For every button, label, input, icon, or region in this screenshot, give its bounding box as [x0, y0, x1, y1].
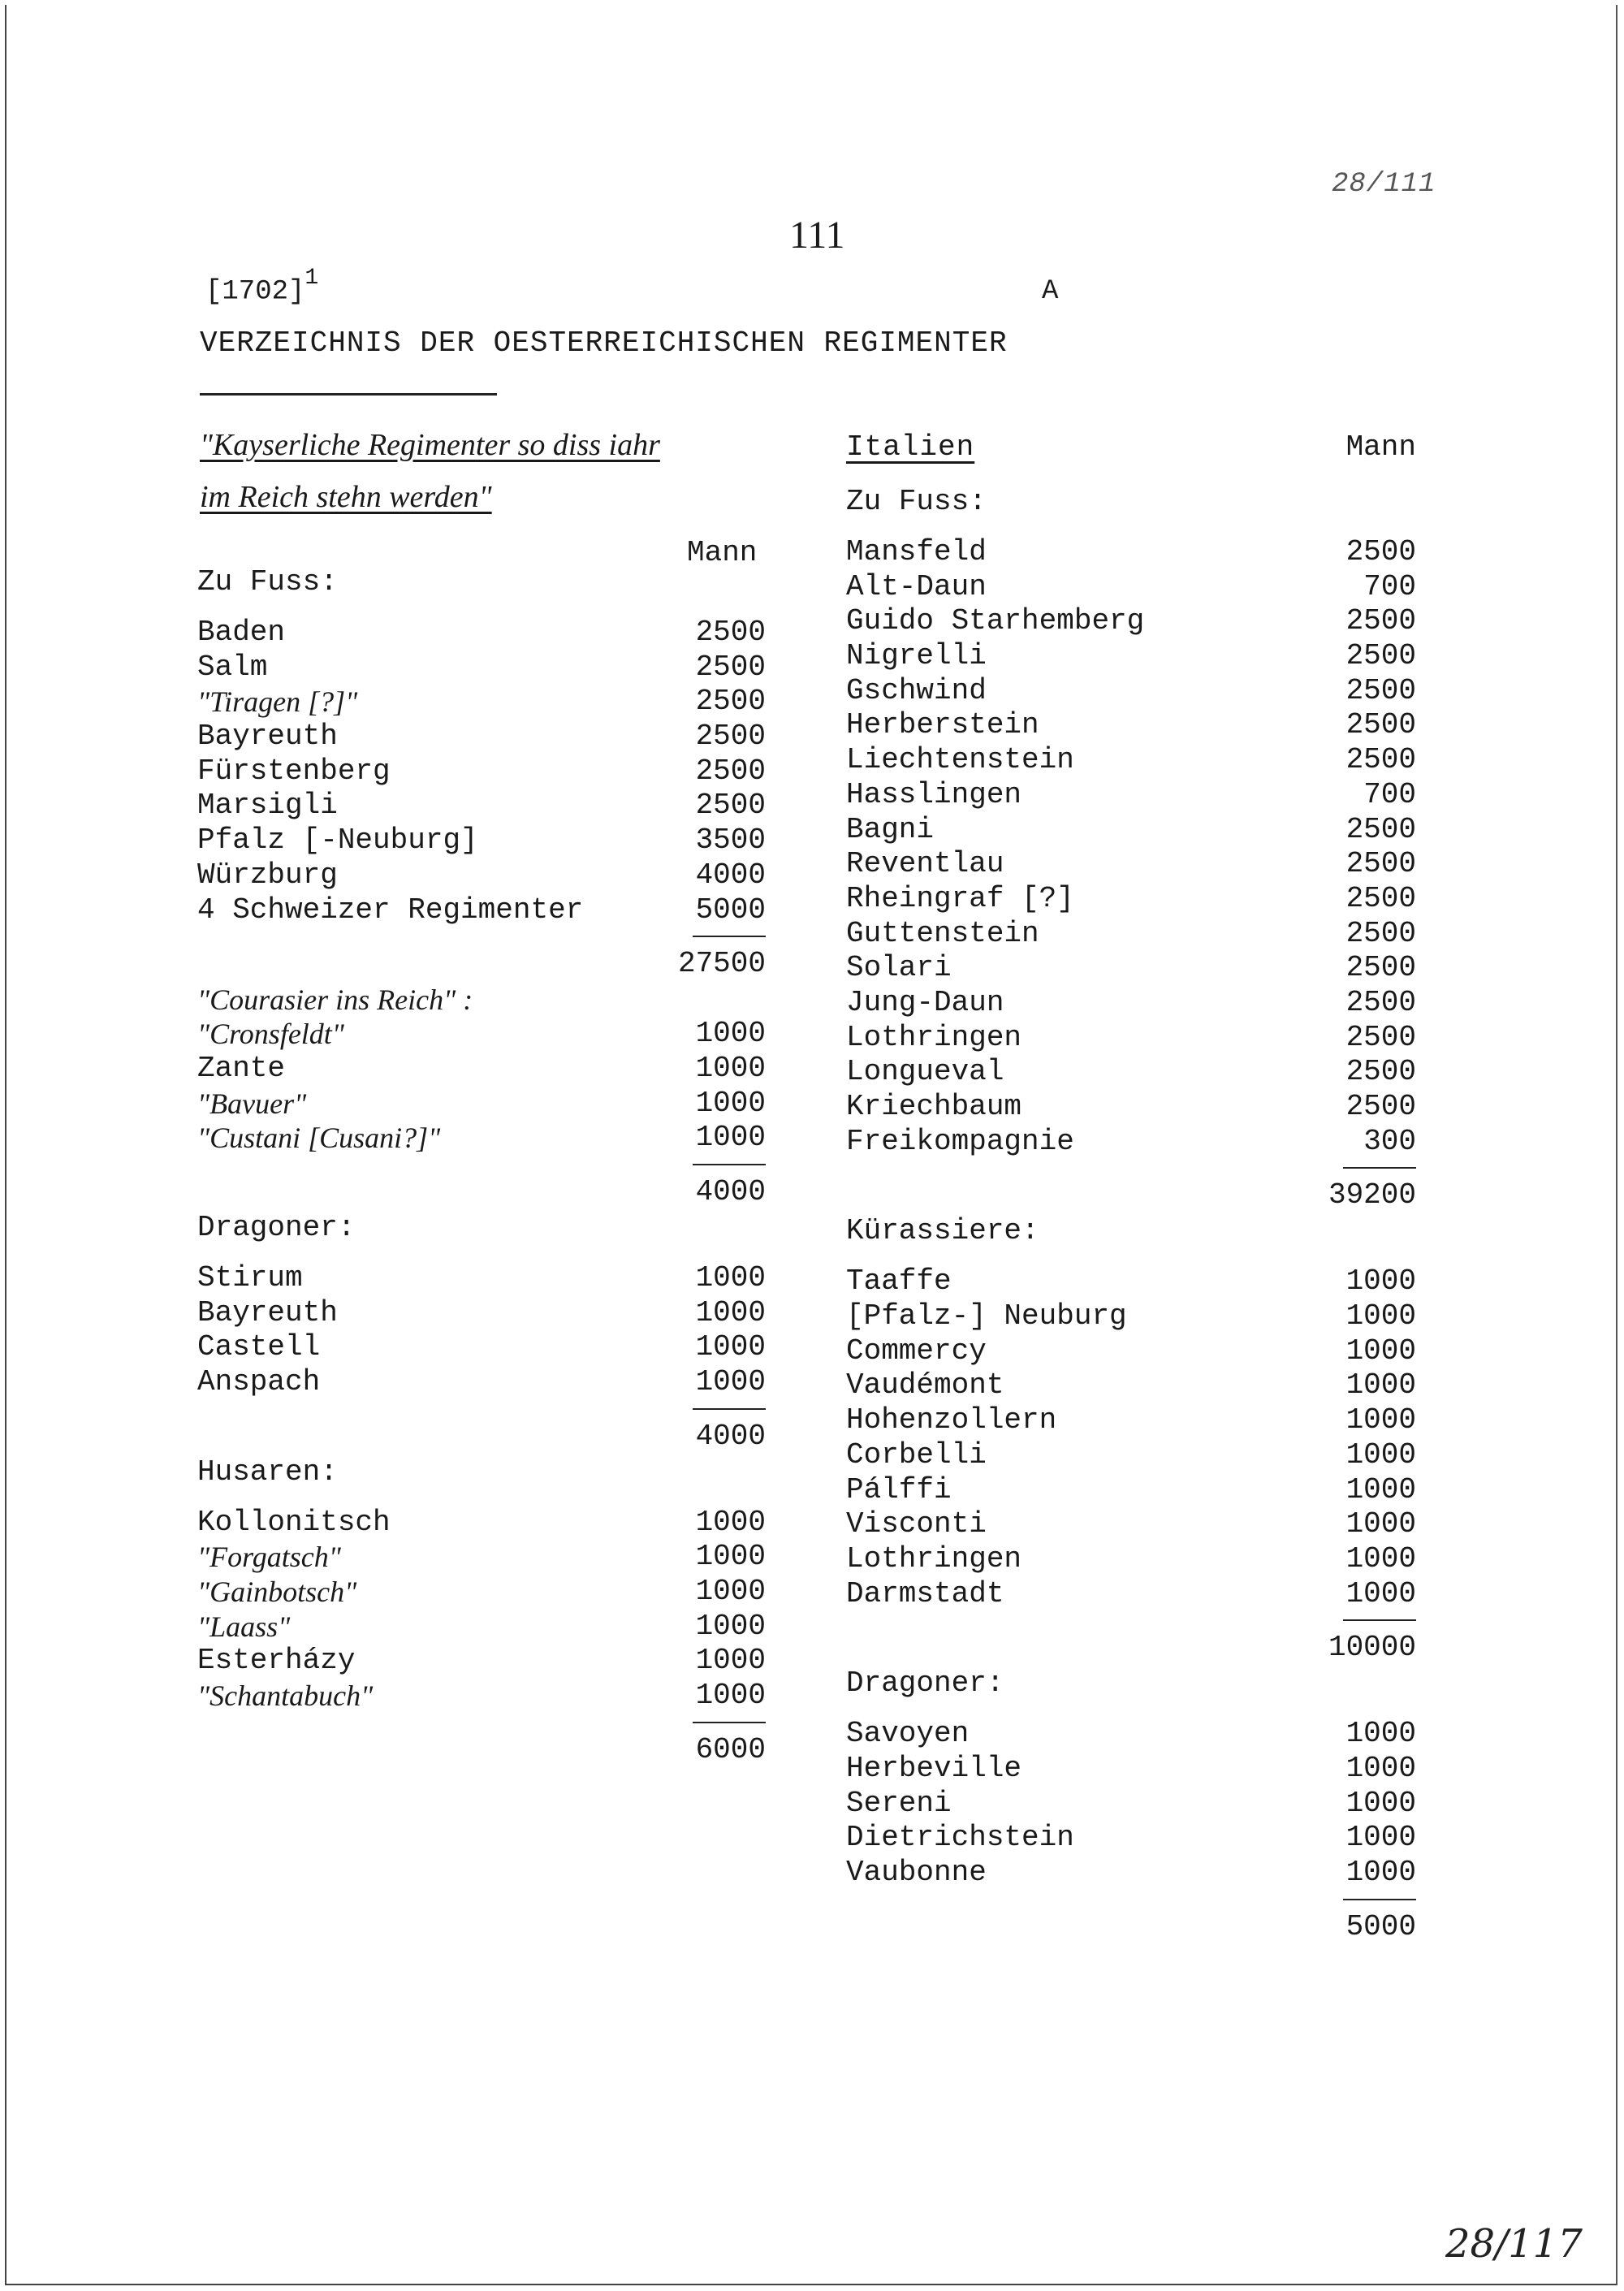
left-courasier-row	[197, 1121, 766, 1156]
regiment-strength: 1000	[695, 1644, 766, 1678]
right-zu-fuss-total: 39200	[1328, 1178, 1416, 1213]
handwritten-folio: 28/117	[1445, 2221, 1583, 2267]
left-husaren-row	[197, 1679, 766, 1714]
regiment-strength: 2500	[1345, 847, 1416, 881]
folio-number: 28/111	[1332, 169, 1436, 200]
regiment-strength: 1000	[1345, 1856, 1416, 1889]
left-zu-fuss-row	[197, 754, 766, 789]
right-kuerassiere-row	[846, 1507, 1416, 1542]
regiment-name: Lothringen	[846, 1541, 1022, 1576]
left-zu-fuss-list	[197, 616, 766, 927]
regiment-strength: 1000	[1345, 1403, 1416, 1437]
regiment-strength: 1000	[1345, 1472, 1416, 1506]
regiment-strength: 2500	[1345, 812, 1416, 846]
regiment-name: "Cronsfeldt"	[197, 1018, 344, 1051]
regiment-strength: 1000	[695, 1330, 766, 1364]
right-kuerassiere-heading: Kürassiere:	[846, 1214, 1039, 1248]
regiment-name: Salm	[197, 650, 268, 684]
regiment-strength: 1000	[1345, 1507, 1416, 1541]
left-husaren-list	[197, 1506, 766, 1714]
left-zu-fuss-row	[197, 651, 766, 685]
right-zu-fuss-row	[846, 778, 1416, 813]
regiment-name: Nigrelli	[846, 639, 987, 673]
regiment-strength: 1000	[1345, 1299, 1416, 1334]
regiment-name: Bayreuth	[197, 1295, 338, 1329]
right-zu-fuss-row	[846, 882, 1416, 917]
regiment-strength: 1000	[695, 1295, 766, 1329]
regiment-name: Freikompagnie	[846, 1124, 1074, 1158]
regiment-strength: 1000	[1345, 1368, 1416, 1403]
regiment-strength: 2500	[1345, 639, 1416, 673]
regiment-name: "Bavuer"	[197, 1087, 307, 1120]
regiment-name: Solari	[846, 951, 952, 985]
regiment-name: Rheingraf [?]	[846, 881, 1074, 915]
regiment-name: Jung-Daun	[846, 985, 1004, 1019]
right-zu-fuss-row	[846, 1125, 1416, 1160]
regiment-strength: 1000	[695, 1017, 766, 1051]
regiment-strength: 1000	[1345, 1264, 1416, 1299]
regiment-name: [Pfalz-] Neuburg	[846, 1299, 1127, 1334]
regiment-name: Mansfeld	[846, 535, 987, 568]
left-dragoner-row	[197, 1365, 766, 1400]
right-zu-fuss-row	[846, 535, 1416, 570]
left-dragoner-row	[197, 1330, 766, 1365]
right-zu-fuss-row	[846, 570, 1416, 605]
right-zu-fuss-row	[846, 604, 1416, 639]
left-dragoner-row	[197, 1296, 766, 1331]
regiment-name: Alt-Daun	[846, 569, 987, 603]
left-zu-fuss-row	[197, 685, 766, 720]
regiment-name: Gschwind	[846, 673, 987, 707]
regiment-name: Darmstadt	[846, 1576, 1004, 1610]
regiment-strength: 1000	[1345, 1751, 1416, 1785]
regiment-name: Commercy	[846, 1334, 987, 1368]
regiment-strength: 2500	[1345, 1020, 1416, 1054]
right-dragoner-row	[846, 1856, 1416, 1891]
left-courasier-row	[197, 1017, 766, 1052]
regiment-name: "Forgatsch"	[197, 1541, 341, 1574]
regiment-name: Bagni	[846, 812, 935, 846]
regiment-strength: 700	[1363, 777, 1416, 811]
right-dragoner-heading: Dragoner:	[846, 1666, 1004, 1701]
regiment-name: "Custani [Cusani?]"	[197, 1122, 441, 1155]
italien-label: Italien	[846, 430, 975, 464]
regiment-strength: 2500	[1345, 985, 1416, 1019]
regiment-name: Herbeville	[846, 1751, 1022, 1785]
right-zu-fuss-heading: Zu Fuss:	[846, 485, 987, 518]
left-zu-fuss-row	[197, 893, 766, 928]
right-column	[846, 485, 1416, 1946]
regiment-strength: 2500	[695, 685, 766, 719]
right-zu-fuss-row	[846, 951, 1416, 986]
left-husaren-rule	[197, 1714, 766, 1731]
regiment-name: 4 Schweizer Regimenter	[197, 893, 584, 927]
regiment-name: Kollonitsch	[197, 1505, 391, 1539]
right-mann-label: Mann	[1345, 430, 1416, 464]
regiment-strength: 1000	[695, 1505, 766, 1539]
regiment-name: Pfalz [-Neuburg]	[197, 823, 478, 858]
regiment-name: Marsigli	[197, 789, 338, 823]
right-kuerassiere-row	[846, 1438, 1416, 1473]
regiment-name: Lothringen	[846, 1020, 1022, 1054]
document-title: VERZEICHNIS DER OESTERREICHISCHEN REGIMENTER	[200, 326, 1008, 360]
regiment-strength: 2500	[695, 754, 766, 788]
right-dragoner-rule	[846, 1891, 1416, 1908]
regiment-strength: 2500	[1345, 604, 1416, 638]
left-zu-fuss-row	[197, 789, 766, 823]
right-zu-fuss-row	[846, 743, 1416, 778]
year-text: [1702]	[205, 276, 305, 308]
left-courasier-rule	[197, 1156, 766, 1174]
right-zu-fuss-row	[846, 1021, 1416, 1056]
regiment-name: Pálffi	[846, 1472, 952, 1506]
regiment-strength: 2500	[1345, 673, 1416, 707]
regiment-name: Fürstenberg	[197, 754, 391, 788]
regiment-strength: 4000	[695, 858, 766, 892]
regiment-strength: 2500	[1345, 743, 1416, 777]
regiment-name: Savoyen	[846, 1717, 970, 1751]
left-zu-fuss-row	[197, 858, 766, 893]
regiment-strength: 1000	[1345, 1717, 1416, 1751]
regiment-name: Zante	[197, 1051, 286, 1085]
left-husaren-row	[197, 1575, 766, 1610]
regiment-strength: 1000	[1345, 1437, 1416, 1472]
left-courasier-total: 4000	[695, 1174, 766, 1208]
regiment-name: Baden	[197, 616, 286, 649]
regiment-strength: 1000	[695, 1365, 766, 1398]
right-kuerassiere-row	[846, 1334, 1416, 1369]
left-zu-fuss-heading: Zu Fuss:	[197, 565, 338, 599]
regiment-strength: 1000	[695, 1679, 766, 1713]
regiment-name: "Tiragen [?]"	[197, 685, 358, 719]
title-rule	[200, 393, 497, 396]
regiment-name: Dietrichstein	[846, 1821, 1074, 1855]
regiment-name: Visconti	[846, 1507, 987, 1541]
left-zu-fuss-row	[197, 823, 766, 858]
regiment-name: Hohenzollern	[846, 1403, 1057, 1437]
regiment-strength: 1000	[695, 1575, 766, 1609]
regiment-name: Sereni	[846, 1786, 952, 1820]
left-zu-fuss-rule	[197, 927, 766, 945]
regiment-strength: 2500	[1345, 951, 1416, 985]
left-husaren-row	[197, 1644, 766, 1679]
left-courasier-row	[197, 1087, 766, 1122]
regiment-strength: 2500	[1345, 535, 1416, 568]
right-kuerassiere-row	[846, 1264, 1416, 1299]
regiment-strength: 1000	[695, 1051, 766, 1085]
regiment-name: Vaubonne	[846, 1856, 987, 1889]
regiment-strength: 1000	[1345, 1786, 1416, 1820]
left-dragoner-heading: Dragoner:	[197, 1210, 356, 1244]
left-zu-fuss-total: 27500	[677, 947, 766, 981]
regiment-strength: 1000	[695, 1086, 766, 1120]
regiment-strength: 1000	[695, 1121, 766, 1155]
regiment-name: Longueval	[846, 1055, 1004, 1089]
regiment-name: Liechtenstein	[846, 743, 1074, 777]
regiment-name: Corbelli	[846, 1437, 987, 1472]
regiment-strength: 1000	[1345, 1334, 1416, 1368]
regiment-strength: 2500	[1345, 708, 1416, 742]
right-zu-fuss-row	[846, 1090, 1416, 1125]
right-dragoner-total: 5000	[1345, 1909, 1416, 1943]
regiment-strength: 1000	[695, 1260, 766, 1295]
left-husaren-row	[197, 1506, 766, 1541]
left-zu-fuss-row	[197, 720, 766, 754]
regiment-name: Castell	[197, 1330, 321, 1364]
right-zu-fuss-rule	[846, 1159, 1416, 1177]
left-husaren-row	[197, 1540, 766, 1575]
regiment-strength: 2500	[695, 789, 766, 823]
right-column-header	[846, 430, 1416, 466]
left-mann-label: Mann	[687, 536, 758, 569]
regiment-strength: 2500	[695, 720, 766, 754]
regiment-name: Würzburg	[197, 858, 338, 892]
regiment-name: Bayreuth	[197, 720, 338, 754]
regiment-name: Taaffe	[846, 1264, 952, 1299]
regiment-strength: 700	[1363, 569, 1416, 603]
regiment-name: "Schantabuch"	[197, 1679, 374, 1713]
right-zu-fuss-row	[846, 1055, 1416, 1090]
right-zu-fuss-row	[846, 986, 1416, 1021]
left-dragoner-total: 4000	[695, 1419, 766, 1453]
left-husaren-heading: Husaren:	[197, 1455, 338, 1489]
regiment-strength: 2500	[1345, 1090, 1416, 1123]
left-courasier-heading: "Courasier ins Reich" :	[197, 983, 473, 1017]
left-zu-fuss-row	[197, 616, 766, 651]
right-kuerassiere-row	[846, 1368, 1416, 1403]
footnote-marker: 1	[304, 266, 319, 291]
left-dragoner-list	[197, 1261, 766, 1400]
left-courasier-row	[197, 1052, 766, 1087]
regiment-name: Esterházy	[197, 1644, 356, 1678]
right-dragoner-row	[846, 1717, 1416, 1752]
regiment-name: Hasslingen	[846, 777, 1022, 811]
right-zu-fuss-row	[846, 708, 1416, 743]
right-kuerassiere-row	[846, 1299, 1416, 1334]
right-kuerassiere-list	[846, 1264, 1416, 1611]
document-year	[205, 266, 319, 308]
regiment-strength: 1000	[1345, 1541, 1416, 1576]
regiment-strength: 1000	[695, 1540, 766, 1574]
right-kuerassiere-row	[846, 1403, 1416, 1438]
right-zu-fuss-row	[846, 813, 1416, 848]
right-kuerassiere-row	[846, 1577, 1416, 1612]
right-kuerassiere-row	[846, 1473, 1416, 1508]
regiment-strength: 2500	[1345, 1055, 1416, 1089]
left-quote-line-1: "Kayserliche Regimenter so diss iahr	[200, 428, 660, 462]
left-quote-line-2: im Reich stehn werden"	[200, 480, 492, 514]
right-dragoner-row	[846, 1752, 1416, 1787]
regiment-name: Herberstein	[846, 708, 1039, 742]
regiment-name: "Laass"	[197, 1610, 291, 1643]
regiment-strength: 2500	[695, 616, 766, 649]
regiment-strength: 1000	[1345, 1576, 1416, 1610]
right-dragoner-row	[846, 1787, 1416, 1822]
regiment-name: "Gainbotsch"	[197, 1576, 357, 1609]
regiment-name: Stirum	[197, 1260, 303, 1295]
regiment-strength: 2500	[1345, 916, 1416, 950]
right-zu-fuss-row	[846, 639, 1416, 674]
right-zu-fuss-row	[846, 917, 1416, 952]
right-zu-fuss-row	[846, 847, 1416, 882]
regiment-strength: 3500	[695, 823, 766, 858]
page-number: 111	[789, 214, 845, 257]
regiment-name: Anspach	[197, 1365, 321, 1398]
regiment-strength: 1000	[1345, 1821, 1416, 1855]
right-zu-fuss-list	[846, 535, 1416, 1159]
right-dragoner-list	[846, 1717, 1416, 1890]
regiment-name: Guttenstein	[846, 916, 1039, 950]
left-courasier-list	[197, 1017, 766, 1156]
right-kuerassiere-rule	[846, 1611, 1416, 1629]
left-dragoner-rule	[197, 1400, 766, 1418]
left-dragoner-row	[197, 1261, 766, 1296]
regiment-strength: 2500	[695, 650, 766, 684]
left-husaren-row	[197, 1610, 766, 1645]
left-husaren-total: 6000	[695, 1732, 766, 1766]
regiment-strength: 2500	[1345, 881, 1416, 915]
left-column	[197, 565, 766, 1769]
regiment-name: Vaudémont	[846, 1368, 1004, 1403]
regiment-strength: 5000	[695, 893, 766, 927]
regiment-strength: 1000	[695, 1609, 766, 1643]
right-zu-fuss-row	[846, 674, 1416, 709]
regiment-name: Kriechbaum	[846, 1090, 1022, 1123]
right-kuerassiere-row	[846, 1542, 1416, 1577]
regiment-strength: 300	[1363, 1124, 1416, 1158]
section-letter: A	[1042, 276, 1059, 307]
regiment-name: Guido Starhemberg	[846, 604, 1145, 638]
right-kuerassiere-total: 10000	[1328, 1631, 1416, 1665]
right-dragoner-row	[846, 1821, 1416, 1856]
regiment-name: Reventlau	[846, 847, 1004, 881]
